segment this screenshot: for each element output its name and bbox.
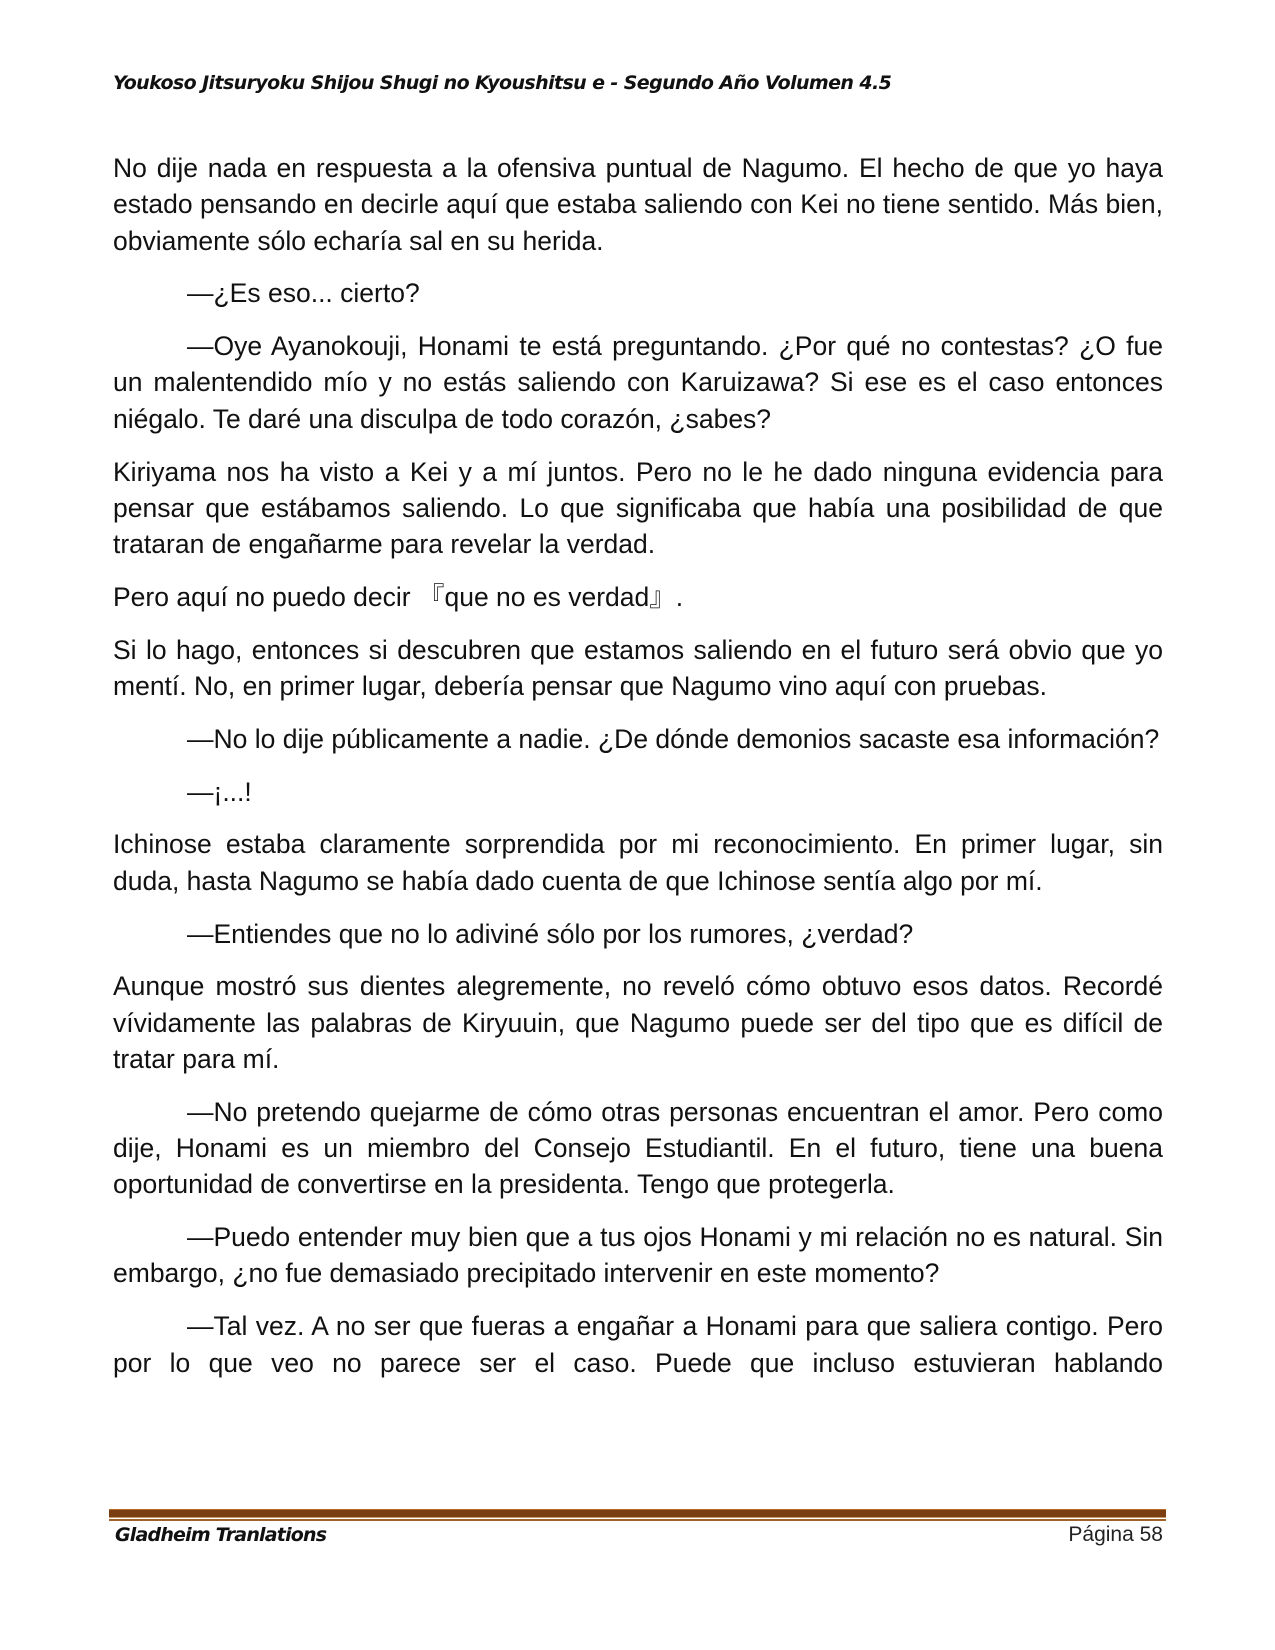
paragraph: —No lo dije públicamente a nadie. ¿De dónde demonios sacaste esa información? bbox=[187, 723, 1160, 754]
footer-rule bbox=[109, 1509, 1166, 1518]
page-number: Página 58 bbox=[1068, 1523, 1163, 1546]
paragraph: No dije nada en respuesta a la ofensiva puntual de Nagumo. El hecho de que yo haya estado pensando en decirle aquí que estaba saliendo con Kei no tiene sentido. Más bien, obviamente sólo echaría sal en su herida. bbox=[113, 153, 1163, 256]
paragraph: —Oye Ayanokouji, Honami te está preguntando. ¿Por qué no contestas? ¿O fue un malentendido mío y no estás saliendo con Karuizawa? Si ese es el caso entonces niégalo. Te daré una disculpa de todo corazón, ¿sabes? bbox=[113, 331, 1163, 434]
paragraph: —Puedo entender muy bien que a tus ojos Honami y mi relación no es natural. Sin embargo, ¿no fue demasiado precipitado intervenir en este momento? bbox=[113, 1222, 1163, 1289]
paragraph: —¡...! bbox=[187, 776, 252, 807]
paragraph: —Tal vez. A no ser que fueras a engañar a Honami para que saliera contigo. Pero por lo que veo no parece ser el caso. Puede que incluso estuvieran hablando bbox=[113, 1311, 1163, 1378]
paragraph: Si lo hago, entonces si descubren que estamos saliendo en el futuro será obvio que yo mentí. No, en primer lugar, debería pensar que Nagumo vino aquí con pruebas. bbox=[113, 634, 1163, 702]
page-body bbox=[113, 150, 1163, 1397]
paragraph: Aunque mostró sus dientes alegremente, no reveló cómo obtuvo esos datos. Recordé vívidamente las palabras de Kiryuuin, que Nagumo puede ser del tipo que es difícil de tratar para mí. bbox=[113, 971, 1163, 1074]
footer-rule-thin bbox=[109, 1519, 1166, 1521]
paragraph: Pero aquí no puedo decir 『que no es verdad』. bbox=[113, 581, 684, 612]
paragraph: —No pretendo quejarme de cómo otras personas encuentran el amor. Pero como dije, Honami es un miembro del Consejo Estudiantil. En el futuro, tiene una buena oportunidad de convertirse en la presidenta. Tengo que protegerla. bbox=[113, 1096, 1163, 1200]
footer-publisher: Gladheim Tranlations bbox=[115, 1524, 327, 1546]
paragraph: Ichinose estaba claramente sorprendida por mi reconocimiento. En primer lugar, sin duda, hasta Nagumo se había dado cuenta de que Ichinose sentía algo por mí. bbox=[113, 829, 1163, 896]
running-header: Youkoso Jitsuryoku Shijou Shugi no Kyoushitsu e - Segundo Año Volumen 4.5 bbox=[113, 72, 892, 94]
paragraph: —Entiendes que no lo adiviné sólo por los rumores, ¿verdad? bbox=[187, 918, 914, 949]
paragraph: Kiriyama nos ha visto a Kei y a mí juntos. Pero no le he dado ninguna evidencia para pensar que estábamos saliendo. Lo que significaba que había una posibilidad de que trataran de engañarme para revelar la verdad. bbox=[113, 456, 1163, 560]
paragraph: —¿Es eso... cierto? bbox=[187, 278, 420, 309]
